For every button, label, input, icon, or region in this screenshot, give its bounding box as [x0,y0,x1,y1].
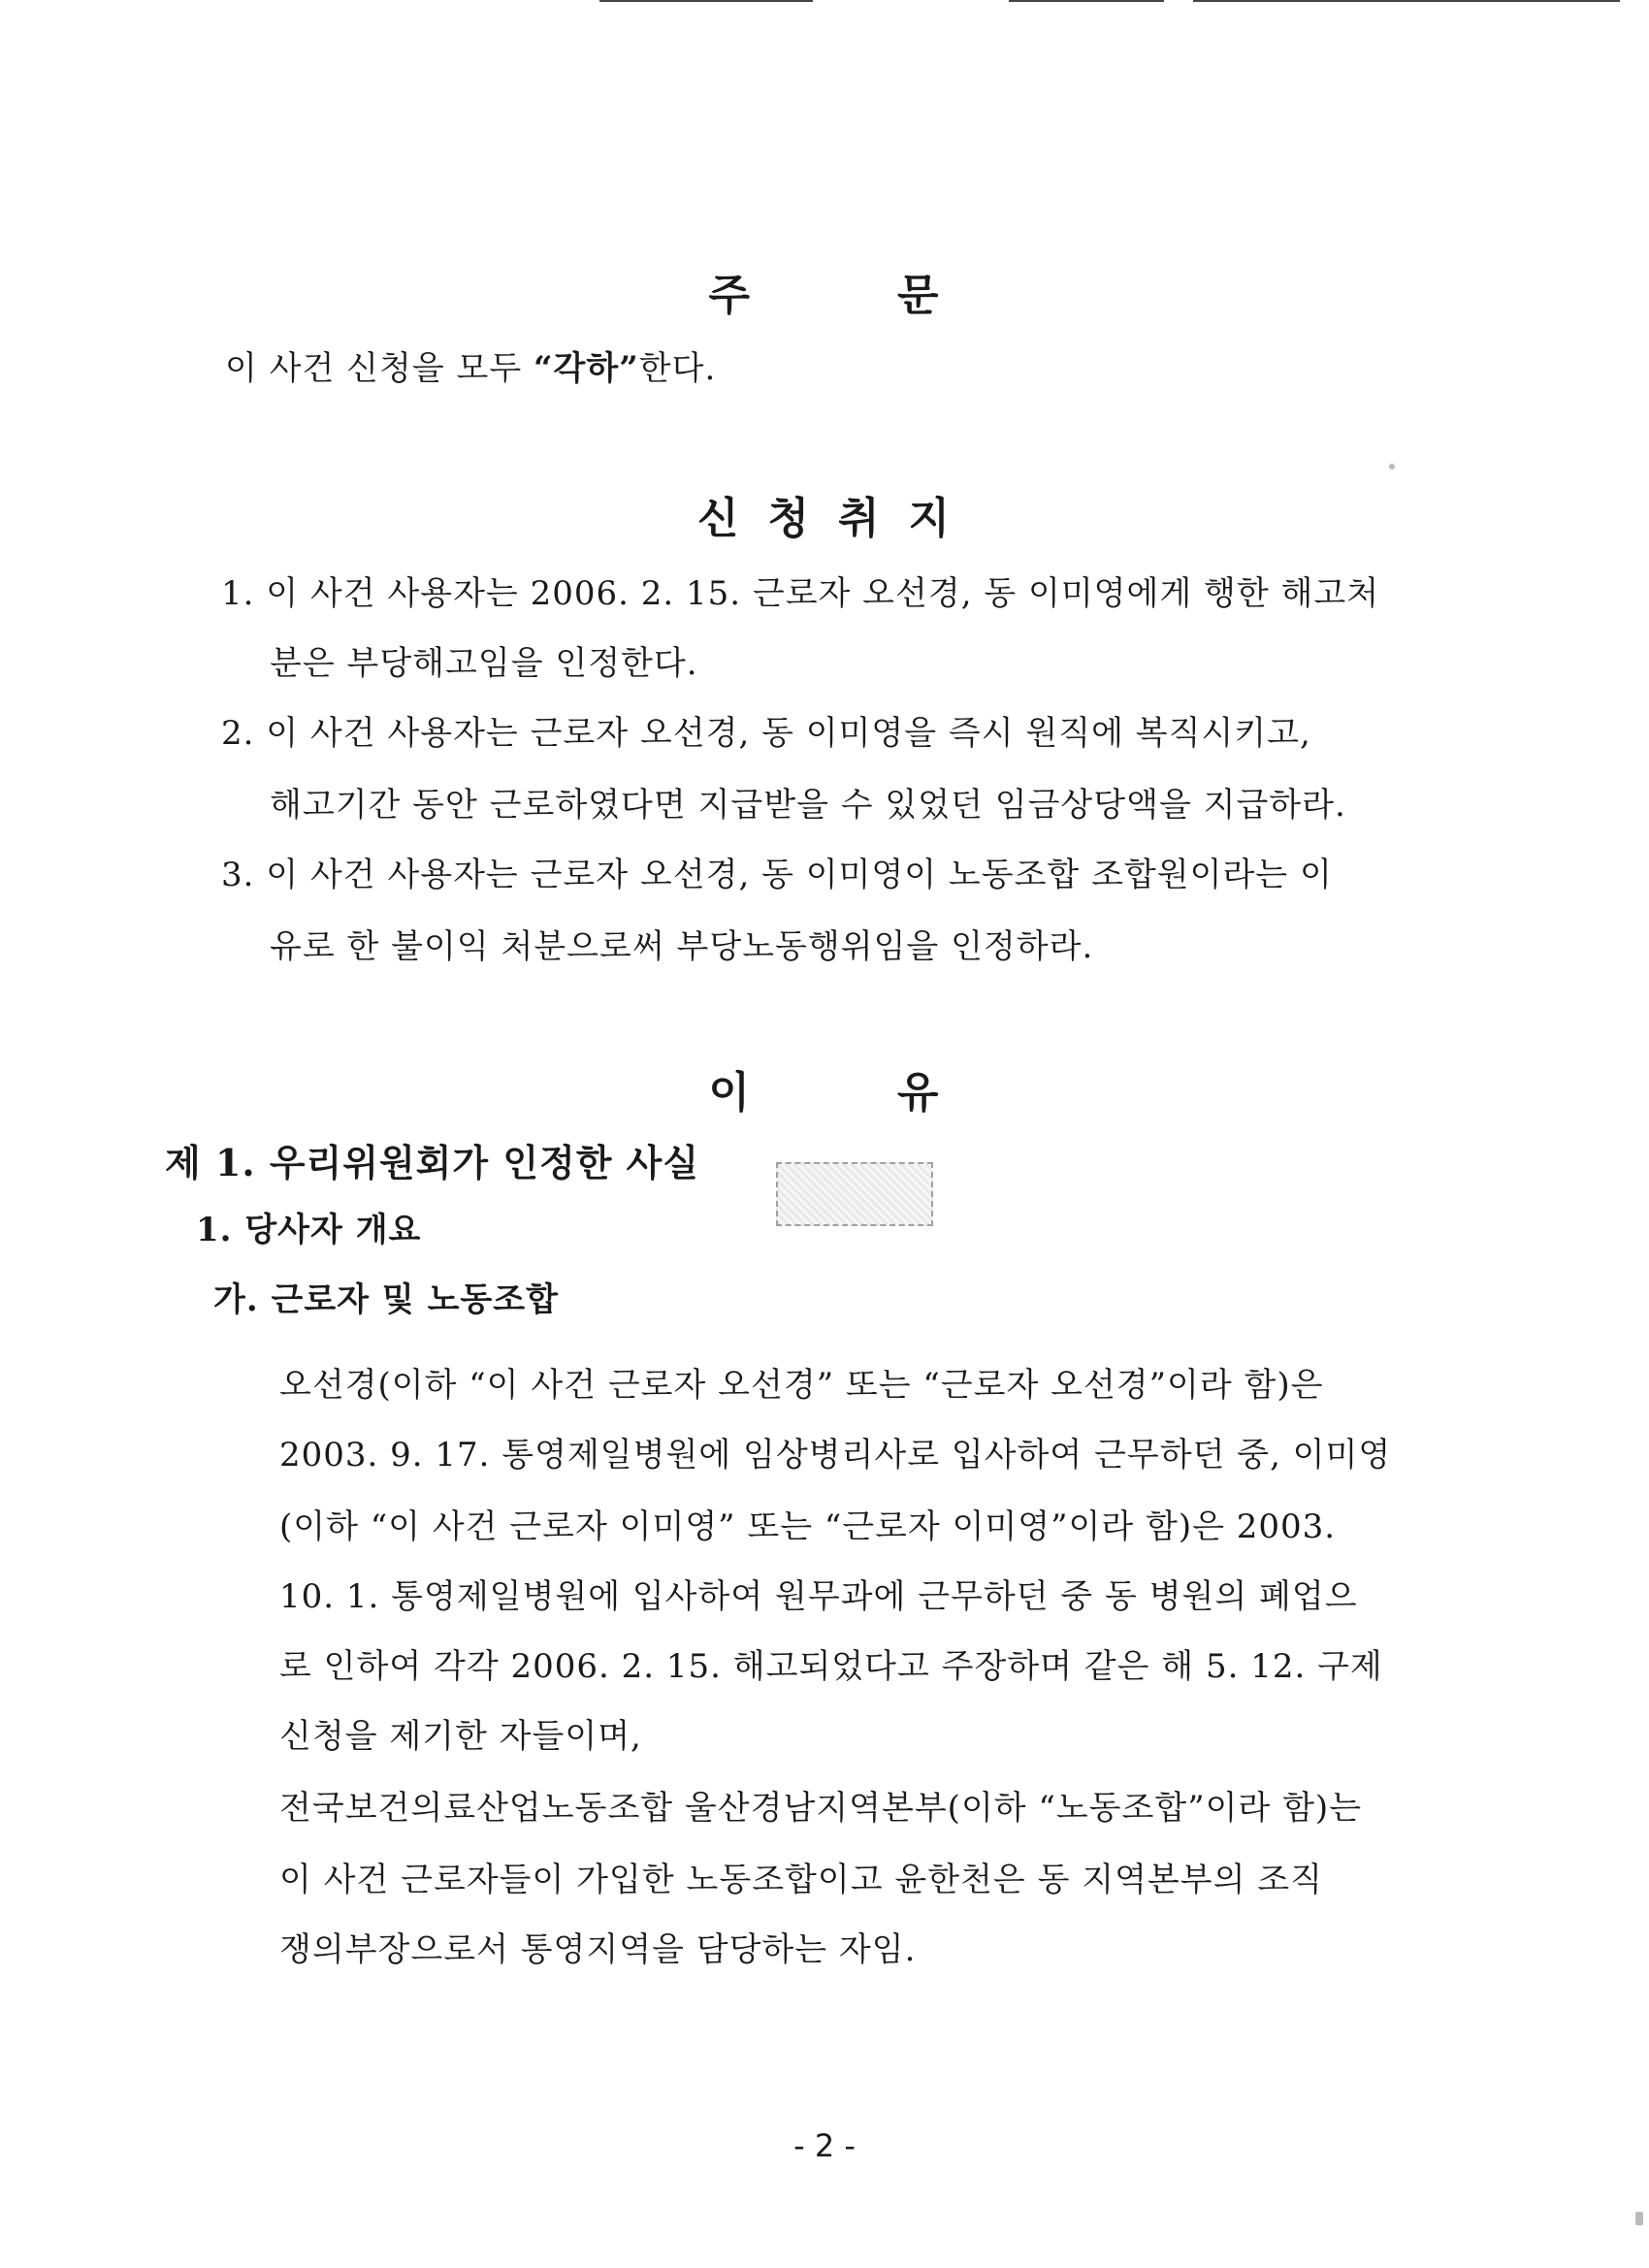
paragraph-1-line: 신청을 제기한 자들이며, [279,1717,642,1756]
section-1-title: 제 1. 우리위원회가 인정한 사실 [165,1141,700,1184]
request-heading [0,483,1649,545]
paragraph-2-line: 전국보건의료산업노동조합 울산경남지역본부(이하 “노동조합”이라 함)는 [279,1789,1363,1828]
reasons-heading [0,1057,1649,1119]
paragraph-1-line: 2003. 9. 17. 통영제일병원에 임상병리사로 입사하여 근무하던 중, 이미영 [279,1436,1392,1474]
request-heading-char: 지 [908,494,953,543]
request-item-1-line1: 1. 이 사건 사용자는 2006. 2. 15. 근로자 오선경, 동 이미영에게 행한 해고처 [221,574,1380,613]
scan-speck [1389,464,1395,470]
paragraph-1-line: 오선경(이하 “이 사건 근로자 오선경” 또는 “근로자 오선경”이라 함)은 [279,1366,1324,1405]
subsection-1a-title: 가. 근로자 및 노동조합 [213,1280,559,1319]
request-heading-char: 청 [767,494,811,543]
stamp-mark [776,1162,933,1226]
order-heading-left: 주 [708,271,752,320]
reasons-heading-right: 유 [897,1068,941,1118]
request-item-3-line2: 유로 한 불이익 처분으로써 부당노동행위임을 인정하라. [270,927,1094,966]
page-number: - 2 - [793,2127,856,2164]
order-text [225,341,716,389]
paragraph-2-line: 이 사건 근로자들이 가입한 노동조합이고 윤한천은 동 지역본부의 조직 [279,1861,1323,1899]
reasons-heading-left: 이 [708,1068,752,1118]
paragraph-2-line: 쟁의부장으로서 통영지역을 담당하는 자임. [279,1930,917,1969]
paragraph-1-line: 10. 1. 통영제일병원에 입사하여 원무과에 근무하던 중 동 병원의 폐업으 [279,1577,1358,1616]
order-text-suffix: 한다. [638,349,717,388]
order-heading [0,260,1649,322]
scan-artifact-line [1009,0,1164,2]
request-item-3-line1: 3. 이 사건 사용자는 근로자 오선경, 동 이미영이 노동조합 조합원이라는 이 [221,856,1333,894]
request-heading-char: 취 [838,494,882,543]
paragraph-1-line: 로 인하여 각각 2006. 2. 15. 해고되었다고 주장하며 같은 해 5. 12. 구제 [279,1647,1383,1686]
request-heading-char: 신 [696,494,741,543]
scan-artifact-line [599,0,813,2]
order-text-prefix: 이 사건 신청을 모두 [225,349,534,388]
order-text-bold: “각하” [533,349,639,388]
request-item-1-line2: 분은 부당해고임을 인정한다. [270,644,698,683]
paragraph-1-line: (이하 “이 사건 근로자 이미영” 또는 “근로자 이미영”이라 함)은 2003. [279,1507,1337,1546]
request-item-2-line2: 해고기간 동안 근로하였다면 지급받을 수 있었던 임금상당액을 지급하라. [270,786,1346,825]
subsection-1-title: 1. 당사자 개요 [196,1211,422,1249]
order-heading-right: 문 [897,271,941,320]
request-item-2-line1: 2. 이 사건 사용자는 근로자 오선경, 동 이미영을 즉시 원직에 복직시키고, [221,714,1311,753]
scan-speck [1635,2212,1643,2225]
scan-artifact-line [1193,0,1620,2]
